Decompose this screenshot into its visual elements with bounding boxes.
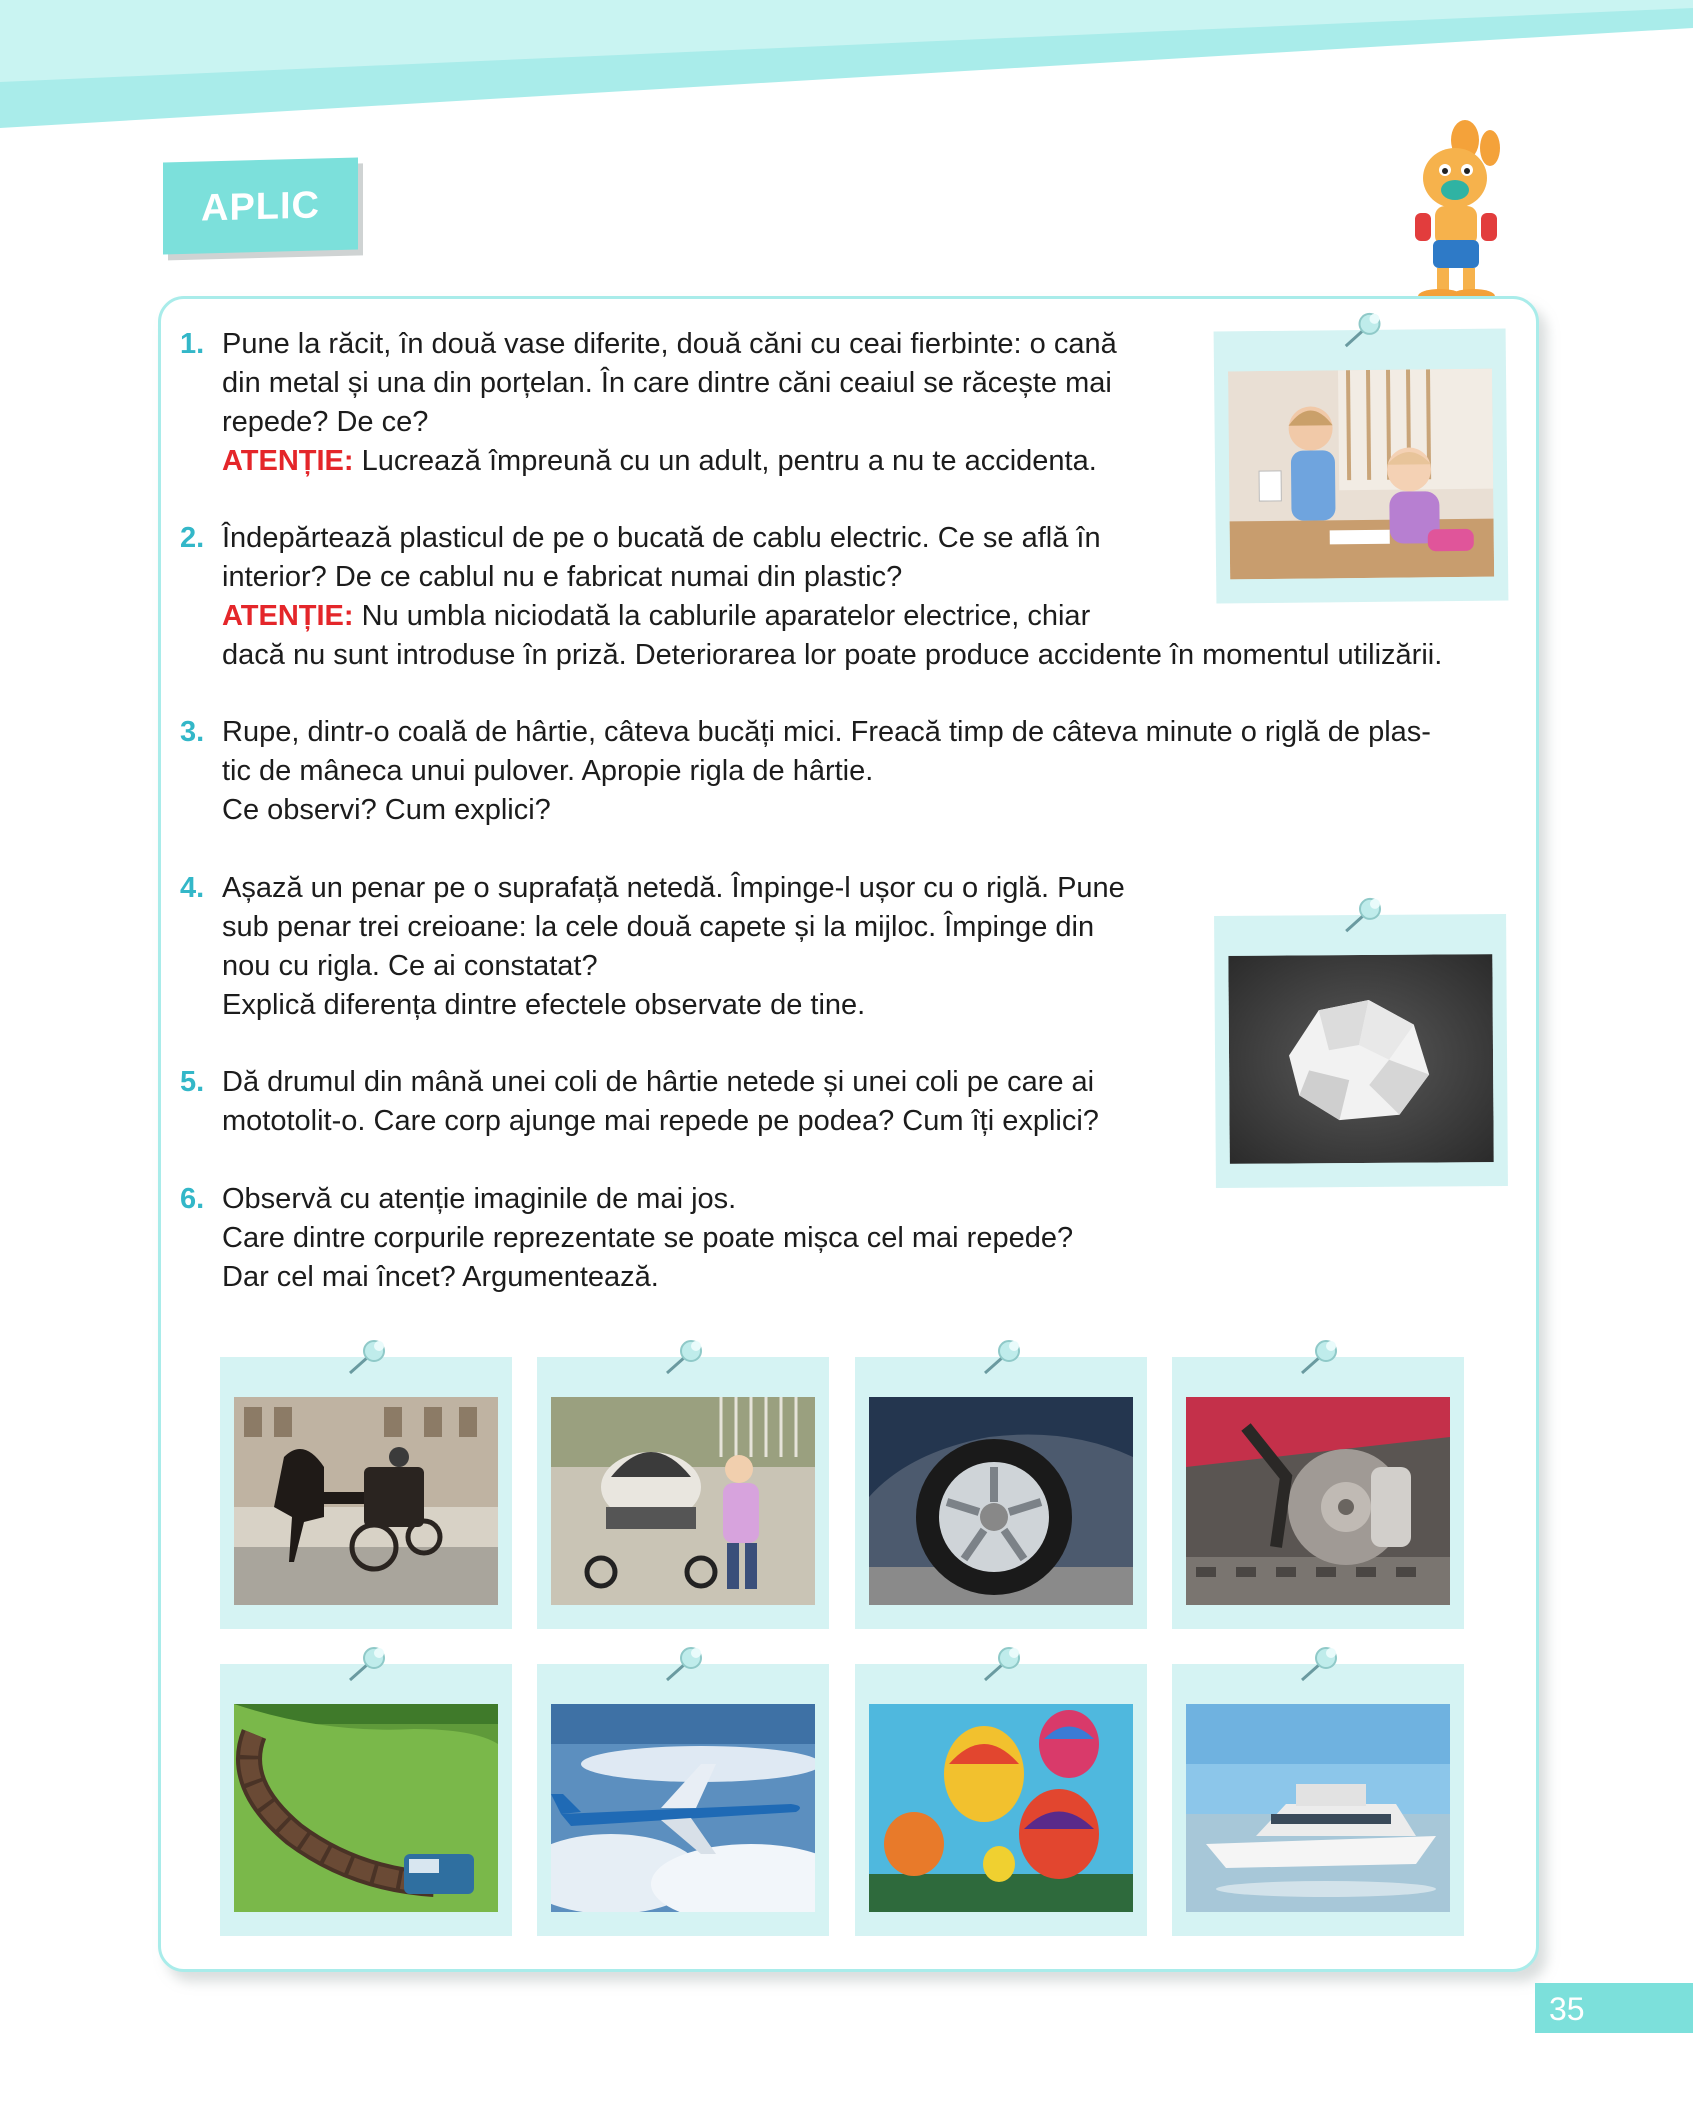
children-socket-photo bbox=[1228, 369, 1494, 580]
page-number: 35 bbox=[1549, 1991, 1585, 2027]
car-wheel-photo bbox=[869, 1397, 1133, 1605]
exercise-line: Ce observi? Cum explici? bbox=[222, 794, 551, 826]
yacht-photo bbox=[1186, 1704, 1450, 1912]
exercise-number: 1. bbox=[180, 328, 205, 360]
warning-label: ATENȚIE: bbox=[222, 445, 354, 477]
exercise-number: 5. bbox=[180, 1066, 205, 1098]
exercise-line: repede? De ce? bbox=[222, 406, 429, 438]
exercise-line: Așază un penar pe o suprafață netedă. Împinge-l ușor cu o riglă. Pune bbox=[222, 872, 1125, 904]
pushpin-icon bbox=[1341, 310, 1385, 350]
pushpin-icon bbox=[346, 1644, 390, 1684]
pushpin-icon bbox=[1342, 895, 1386, 935]
exercise-line: Pune la răcit, în două vase diferite, două căni cu ceai fierbinte: o cană bbox=[222, 328, 1117, 360]
pushpin-icon bbox=[663, 1644, 707, 1684]
photo-card-yacht bbox=[1172, 1664, 1464, 1936]
exercise-number: 4. bbox=[180, 872, 205, 904]
exercise-item-6 bbox=[180, 1180, 1230, 1297]
photo-card-horse-carriage bbox=[220, 1357, 512, 1629]
photo-card-crumpled-paper bbox=[1214, 914, 1508, 1188]
horse-carriage-photo bbox=[234, 1397, 498, 1605]
exercise-line: sub penar trei creioane: la cele două capete și la mijloc. Împinge din bbox=[222, 911, 1095, 943]
pushpin-icon bbox=[1298, 1644, 1342, 1684]
hot-air-balloons-photo bbox=[869, 1704, 1133, 1912]
pushpin-icon bbox=[1298, 1337, 1342, 1377]
page-number-box bbox=[1535, 1983, 1693, 2033]
warning-text: Lucrează împreună cu un adult, pentru a nu te accidenta. bbox=[361, 445, 1097, 477]
exercise-line: Dar cel mai încet? Argumentează. bbox=[222, 1261, 659, 1293]
mascot-rabbit-illustration bbox=[1385, 118, 1520, 303]
section-header-label: APLIC bbox=[201, 184, 320, 230]
photo-card-airplane bbox=[537, 1664, 829, 1936]
brake-disc-photo bbox=[1186, 1397, 1450, 1605]
exercise-number: 2. bbox=[180, 522, 205, 554]
photo-card-hot-air-balloons bbox=[855, 1664, 1147, 1936]
exercise-item-4 bbox=[180, 869, 1230, 1025]
pushpin-icon bbox=[981, 1337, 1025, 1377]
exercise-line: nou cu rigla. Ce ai constatat? bbox=[222, 950, 598, 982]
exercise-number: 3. bbox=[180, 716, 205, 748]
pushpin-icon bbox=[981, 1644, 1025, 1684]
photo-card-children-socket bbox=[1214, 328, 1509, 603]
photo-card-car-wheel bbox=[855, 1357, 1147, 1629]
exercise-line: mototolit-o. Care corp ajunge mai repede pe podea? Cum îți explici? bbox=[222, 1105, 1099, 1137]
exercise-line: Îndepărtează plasticul de pe o bucată de cablu electric. Ce se află în bbox=[222, 522, 1101, 554]
pushpin-icon bbox=[346, 1337, 390, 1377]
exercise-line: Observă cu atenție imaginile de mai jos. bbox=[222, 1183, 737, 1215]
exercise-line: din metal și una din porțelan. În care dintre căni ceaiul se răcește mai bbox=[222, 367, 1112, 399]
exercise-number: 6. bbox=[180, 1183, 205, 1215]
warning-line bbox=[222, 597, 1230, 636]
warning-line bbox=[222, 442, 1230, 481]
warning-line-continued: dacă nu sunt introduse în priză. Deteriorarea lor poate produce accidente în momentul utilizării. bbox=[222, 639, 1443, 671]
train-photo bbox=[234, 1704, 498, 1912]
exercise-line: Dă drumul din mână unei coli de hârtie netede și unei coli pe care ai bbox=[222, 1066, 1095, 1098]
exercise-item-3 bbox=[180, 713, 1510, 830]
section-header-tab bbox=[163, 157, 358, 254]
girl-stroller-photo bbox=[551, 1397, 815, 1605]
airplane-photo bbox=[551, 1704, 815, 1912]
exercise-item-5 bbox=[180, 1063, 1230, 1141]
exercise-line: Explică diferența dintre efectele observate de tine. bbox=[222, 989, 866, 1021]
exercise-line: Care dintre corpurile reprezentate se poate mișca cel mai repede? bbox=[222, 1222, 1074, 1254]
warning-label: ATENȚIE: bbox=[222, 600, 354, 632]
exercise-line: tic de mâneca unui pulover. Apropie rigla de hârtie. bbox=[222, 755, 874, 787]
pushpin-icon bbox=[663, 1337, 707, 1377]
photo-card-brake-disc bbox=[1172, 1357, 1464, 1629]
photo-card-girl-stroller bbox=[537, 1357, 829, 1629]
warning-text: Nu umbla niciodată la cablurile aparatelor electrice, chiar bbox=[361, 600, 1091, 632]
photo-card-train bbox=[220, 1664, 512, 1936]
exercise-item-1 bbox=[180, 325, 1230, 481]
crumpled-paper-photo bbox=[1228, 954, 1493, 1164]
exercise-line: interior? De ce cablul nu e fabricat numai din plastic? bbox=[222, 561, 903, 593]
exercise-line: Rupe, dintr-o coală de hârtie, câteva bucăți mici. Freacă timp de câteva minute o riglă de plas- bbox=[222, 716, 1431, 748]
